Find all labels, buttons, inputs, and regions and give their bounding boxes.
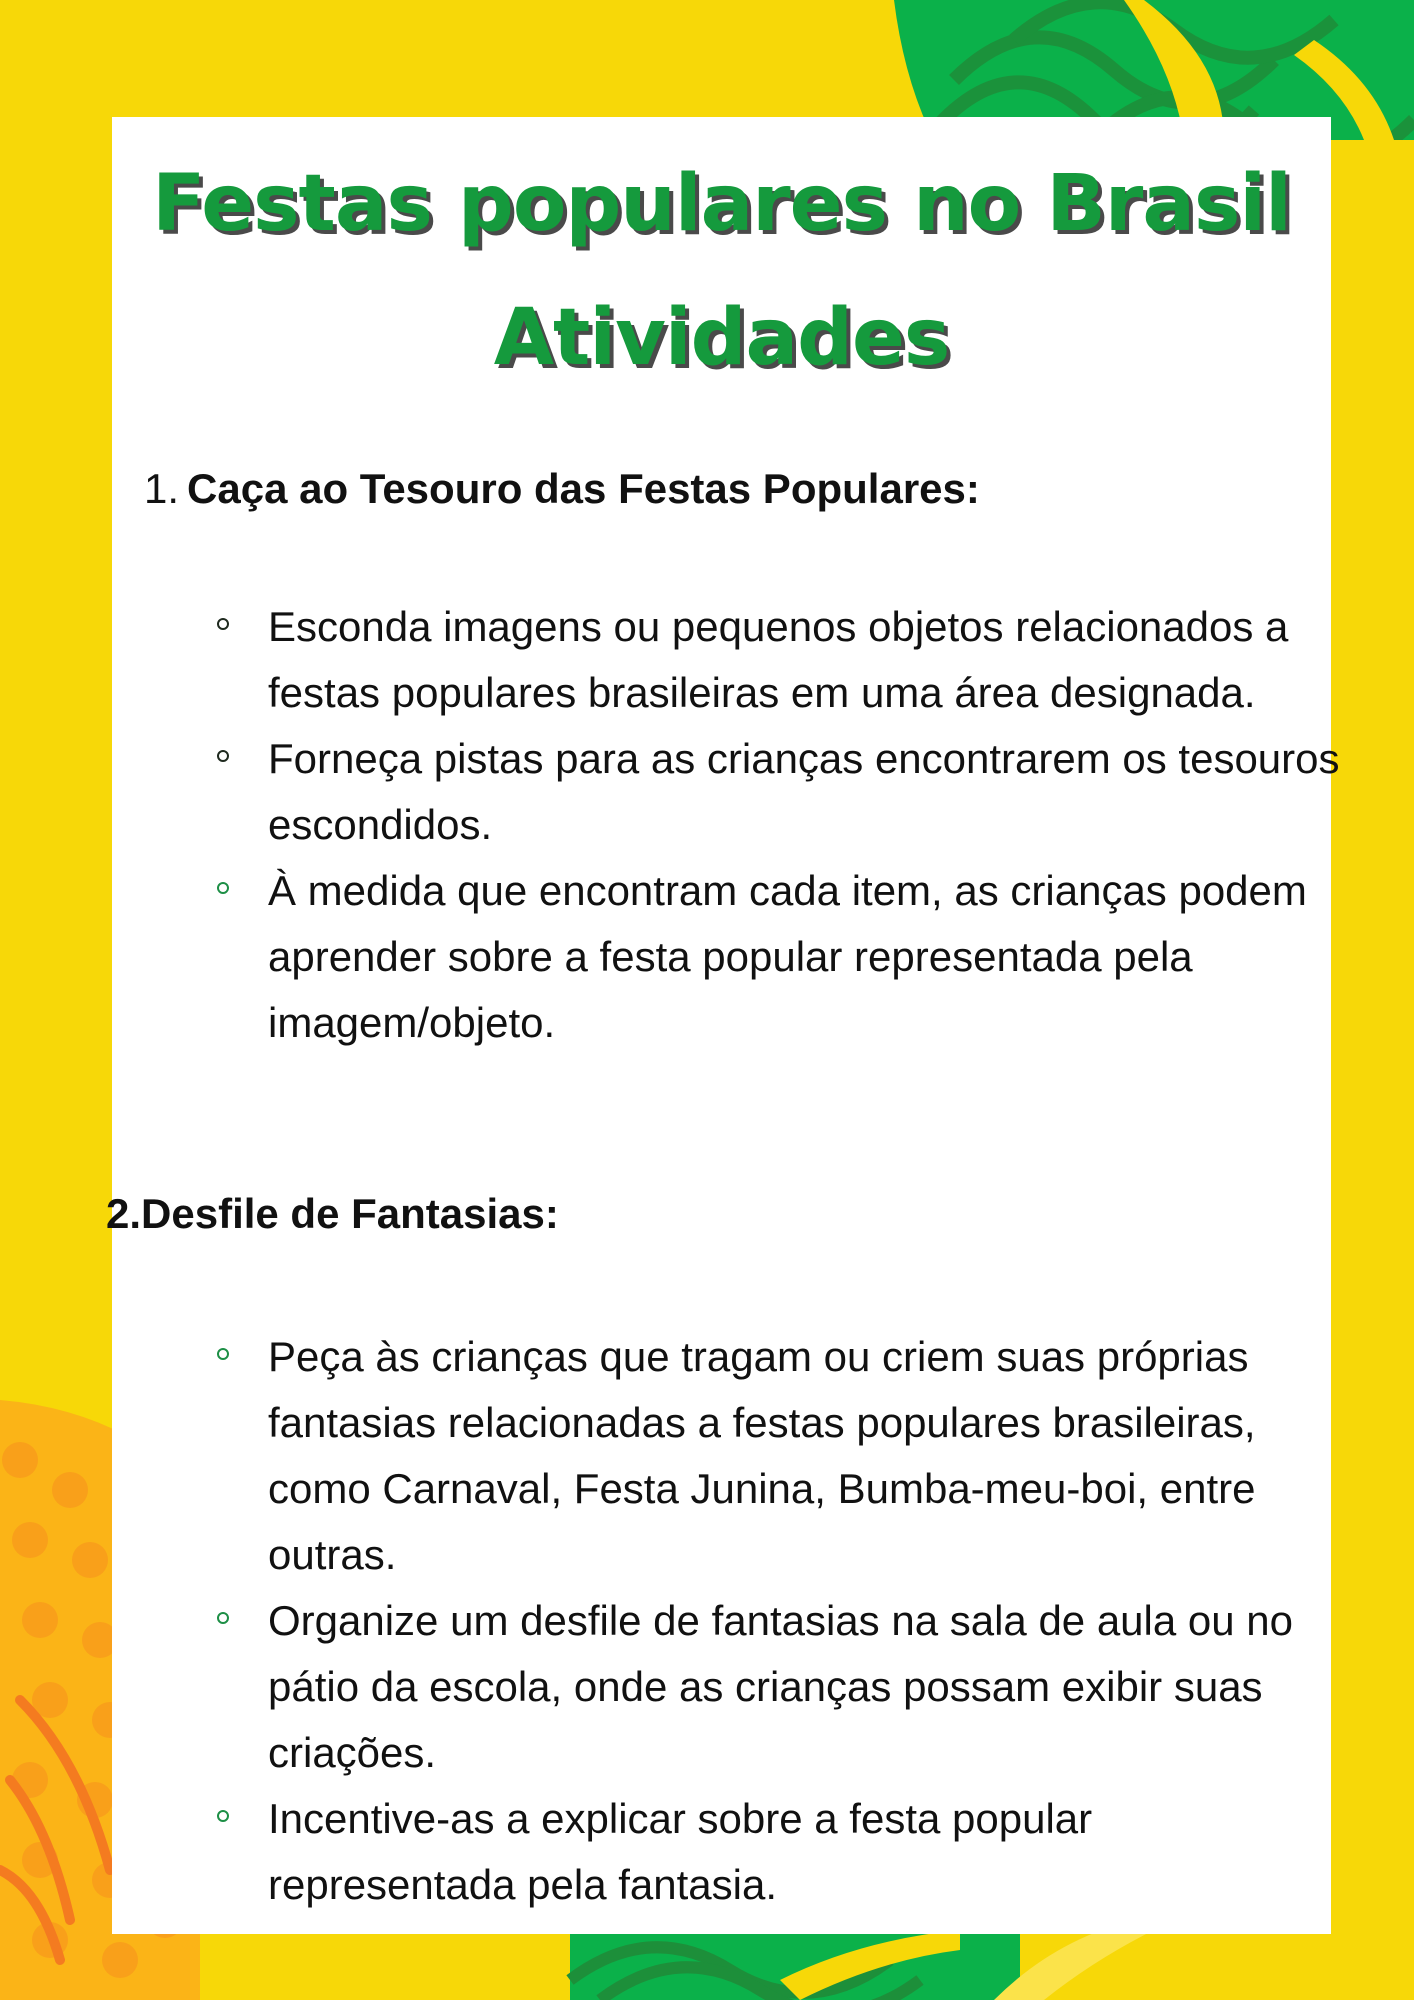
- circle-bullet-icon: [217, 1348, 229, 1360]
- list-item-text: À medida que encontram cada item, as crianças podem aprender sobre a festa popular representada pela imagem/objeto.: [268, 867, 1307, 1046]
- section-number: 2.: [106, 1190, 142, 1237]
- list-item-text: Esconda imagens ou pequenos objetos relacionados a festas populares brasileiras em uma área designada.: [268, 603, 1289, 716]
- section-title: Desfile de Fantasias:: [141, 1190, 559, 1237]
- list-item: [212, 858, 1342, 1056]
- list-item: [212, 594, 1342, 726]
- circle-bullet-icon: [217, 1612, 229, 1624]
- list-item-text: Organize um desfile de fantasias na sala de aula ou no pátio da escola, onde as crianças possam exibir suas criações.: [268, 1597, 1294, 1776]
- section-heading-costume-parade: [106, 1190, 559, 1238]
- title-block: [112, 137, 1331, 405]
- section-number: 1.: [144, 465, 180, 512]
- circle-bullet-icon: [217, 618, 229, 630]
- circle-bullet-icon: [217, 750, 229, 762]
- section-title: Caça ao Tesouro das Festas Populares:: [187, 465, 980, 512]
- list-item: [212, 1786, 1342, 1918]
- section-heading-treasure-hunt: [144, 465, 980, 513]
- circle-bullet-icon: [217, 882, 229, 894]
- list-item: [212, 1588, 1342, 1786]
- treasure-hunt-list: [212, 594, 1342, 1056]
- list-item: [212, 1324, 1342, 1588]
- costume-parade-list: [212, 1324, 1342, 1918]
- circle-bullet-icon: [217, 1810, 229, 1822]
- page-title: Festas populares no Brasil: [152, 159, 1291, 249]
- list-item-text: Peça às crianças que tragam ou criem suas próprias fantasias relacionadas a festas populares brasileiras, como Carnaval, Festa Junina, Bumba-meu-boi, entre outras.: [268, 1333, 1256, 1578]
- content-card: [106, 117, 1340, 1934]
- list-item: [212, 726, 1342, 858]
- list-item-text: Forneça pistas para as crianças encontrarem os tesouros escondidos.: [268, 735, 1340, 848]
- page-subtitle: Atividades: [493, 293, 950, 383]
- list-item-text: Incentive-as a explicar sobre a festa popular representada pela fantasia.: [268, 1795, 1093, 1908]
